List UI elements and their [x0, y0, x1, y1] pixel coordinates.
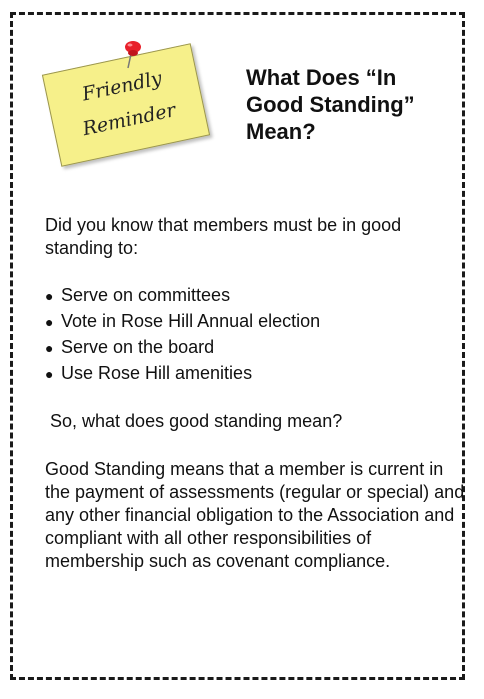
list-item [45, 335, 320, 361]
intro-text: Did you know that members must be in good standing to: [45, 215, 402, 258]
bullet-icon: ● [45, 314, 54, 330]
list-item [45, 361, 320, 387]
definition-text: Good Standing means that a member is current in the payment of assessments (regular or special) and any other financial obligation to the Association and compliant with all other responsibilities of membership such as covenant compliance. [45, 459, 465, 571]
question-text: So, what does good standing mean? [50, 411, 343, 431]
list-item-label: Vote in Rose Hill Annual election [61, 311, 321, 331]
sticky-note-line-1: Friendly [80, 67, 164, 106]
bullet-icon: ● [45, 288, 54, 304]
list-item-label: Use Rose Hill amenities [61, 363, 253, 383]
sticky-note-line-2: Reminder [80, 99, 178, 141]
page-title: What Does “In Good Standing” Mean? [246, 65, 415, 144]
bullet-icon: ● [45, 340, 54, 356]
standing-requirements-list [45, 283, 320, 387]
list-item-label: Serve on committees [61, 285, 231, 305]
bullet-icon: ● [45, 366, 54, 382]
list-item [45, 283, 320, 309]
list-item-label: Serve on the board [61, 337, 215, 357]
push-pin-icon [122, 40, 144, 70]
list-item [45, 309, 320, 335]
